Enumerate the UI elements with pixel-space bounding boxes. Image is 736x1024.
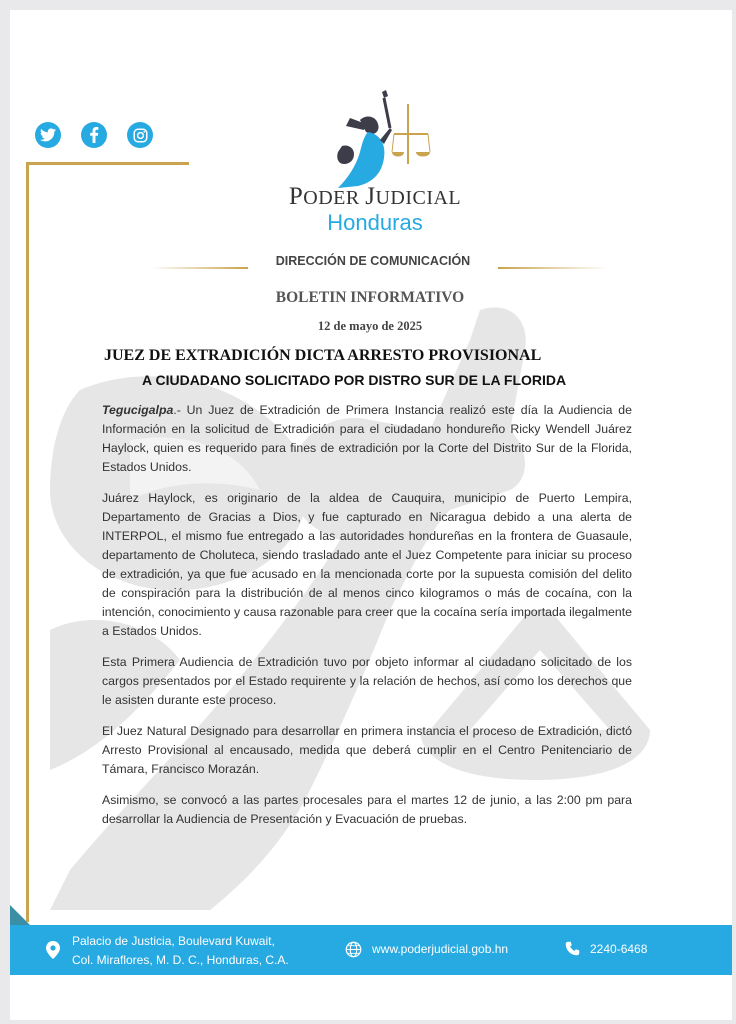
gold-frame-top <box>26 162 189 165</box>
footer-address <box>72 932 289 970</box>
bulletin-date: 12 de mayo de 2025 <box>317 319 423 333</box>
instagram-icon[interactable] <box>127 122 153 148</box>
footer-phone: 2240-6468 <box>590 942 648 956</box>
globe-icon <box>345 941 362 958</box>
address-line-1: Palacio de Justicia, Boulevard Kuwait, <box>72 934 275 948</box>
headline-line-1: JUEZ DE EXTRADICIÓN DICTA ARRESTO PROVISIONAL <box>104 347 542 364</box>
gold-rule-left <box>150 267 248 269</box>
footer-website-link[interactable]: www.poderjudicial.gob.hn <box>372 942 509 956</box>
footer-bar <box>10 925 732 975</box>
paragraph-3: Esta Primera Audiencia de Extradición tuvo por objeto informar al ciudadano solicitado de los cargos presentados por el Estado requirente y la relación de hechos, así como los derechos que le asisten durante este proceso. <box>102 655 632 707</box>
location-pin-icon <box>46 941 60 959</box>
gold-rule-right <box>498 267 608 269</box>
dateline-city: Tegucigalpa <box>102 403 174 417</box>
paragraph-5: Asimismo, se convocó a las partes procesales para el martes 12 de junio, a las 2:00 pm para desarrollar la Audiencia de Presentación y Evacuación de pruebas. <box>102 793 632 826</box>
gold-frame-left <box>26 162 29 922</box>
paragraph-1 <box>102 401 632 477</box>
corner-accent <box>10 905 30 925</box>
org-country: Honduras <box>327 210 423 235</box>
headline-line-2: A CIUDADANO SOLICITADO POR DISTRO SUR DE LA FLORIDA <box>142 372 567 388</box>
document-page <box>10 10 732 1020</box>
paragraph-2: Juárez Haylock, es originario de la aldea de Cauquira, municipio de Puerto Lempira, Departamento de Gracias a Dios, y fue capturado en Nicaragua debido a una alerta de INTERPOL, el mismo fue entregado a las autoridades hondureñas en la frontera de Guasaule, departamento de Choluteca, siendo trasladado ante el Juez Competente para iniciar su proceso de extradición, ya que fue acusado en la mencionada corte por la supuesta comisión del delito de conspiración para la distribución de al menos cinco kilogramos o más de cocaína, con la intención, conocimiento y causa razonable para creer que la cocaína sería importada ilegalmente a Estados Unidos. <box>102 491 632 638</box>
article-body <box>102 401 632 841</box>
bulletin-title: BOLETIN INFORMATIVO <box>275 289 465 306</box>
paragraph-4: El Juez Natural Designado para desarrollar en primera instancia el proceso de Extradición, dictó Arresto Provisional al encausado, medida que deberá cumplir en el Centro Penitenciario de Támara, Francisco Morazán. <box>102 724 632 776</box>
justice-logo <box>320 88 435 193</box>
facebook-icon[interactable] <box>81 122 107 148</box>
phone-icon <box>565 941 580 956</box>
twitter-icon[interactable] <box>35 122 61 148</box>
org-name: PODER JUDICIAL <box>288 183 462 210</box>
paragraph-1-text: .- Un Juez de Extradición de Primera Instancia realizó este día la Audiencia de Información en la solicitud de Extradición para el ciudadano hondureño Ricky Wendell Juárez Haylock, quien es requerido para fines de extradición por la Corte del Distrito Sur de la Florida, Estados Unidos. <box>102 403 632 474</box>
address-line-2: Col. Miraflores, M. D. C., Honduras, C.A. <box>72 953 289 967</box>
department-title: DIRECCIÓN DE COMUNICACIÓN <box>275 254 471 268</box>
